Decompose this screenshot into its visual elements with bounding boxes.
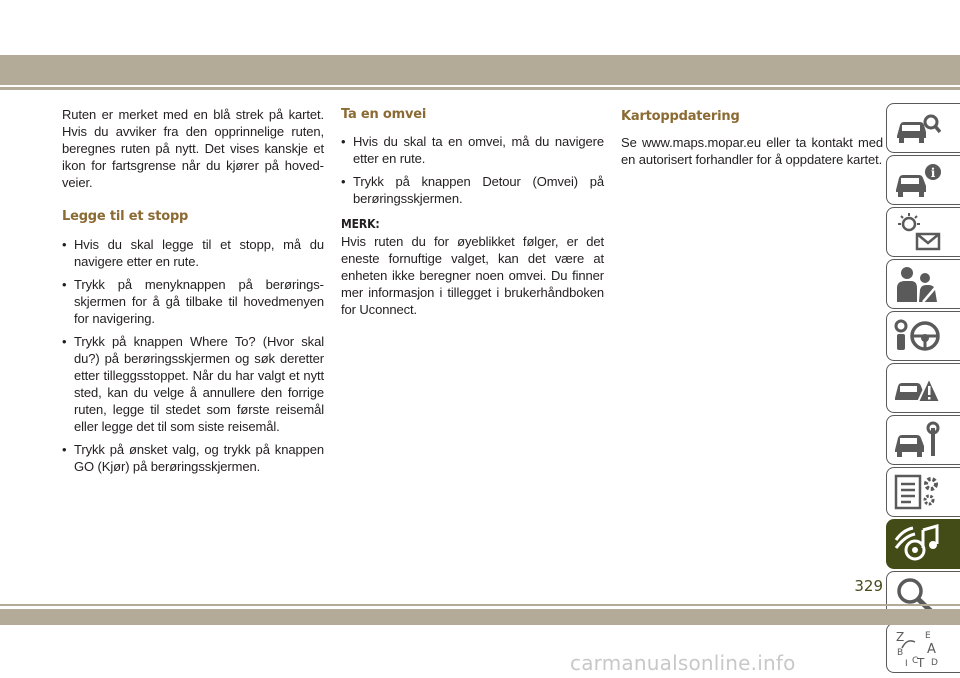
index-letter: I xyxy=(905,659,908,668)
car-wrench-icon xyxy=(893,420,941,460)
car-info-icon xyxy=(893,160,941,200)
list-item: • Hvis du skal legge til et stopp, må du navigere etter en rute. xyxy=(62,236,324,270)
tab-servicing[interactable] xyxy=(886,415,960,465)
add-stop-list xyxy=(62,236,324,475)
index-letter: B xyxy=(897,648,904,658)
tab-car-search[interactable] xyxy=(886,103,960,153)
spec-list-gear-icon xyxy=(893,472,941,512)
heading-map-update: Kartoppdatering xyxy=(621,109,740,124)
list-item: • Trykk på knappen Where To? (Hvor skal du?) på berøringsskjermen og søk deretter etter tilleggsstoppet. Når du har valgt et nytt sted, kan du velge å annullere den forrige ruten, legge til stedet som første reisemål eller legge det til som siste reisemål. xyxy=(62,333,324,435)
person-seatbelt-icon xyxy=(893,264,941,304)
column-right xyxy=(621,106,883,168)
footer-band xyxy=(0,609,960,625)
header-band xyxy=(0,55,960,85)
index-letter: A xyxy=(927,642,936,657)
watermark: carmanualsonline.info xyxy=(570,651,796,675)
tab-warning-lights[interactable] xyxy=(886,207,960,257)
footer-rule xyxy=(0,604,960,606)
car-search-icon xyxy=(893,108,941,148)
tab-alphabetical-index[interactable] xyxy=(886,623,960,673)
intro-paragraph: Ruten er merket med en blå strek på kartet. Hvis du avviker fra den opprinnelige ruten, beregnes ruten på nytt. Det vises kanskje et ikon for fartsgrense når du kjører på hovedveier. xyxy=(62,107,324,190)
multimedia-note-icon xyxy=(893,524,941,564)
list-item: • Trykk på ønsket valg, og trykk på knappen GO (Kjør) på berøringsskjermen. xyxy=(62,441,324,475)
column-middle xyxy=(341,106,604,318)
index-letter: C xyxy=(912,656,919,666)
note-label: MERK: xyxy=(341,217,380,231)
tab-starting-driving[interactable] xyxy=(886,311,960,361)
list-item: • Trykk på knappen Detour (Omvei) på berøringsskjermen. xyxy=(341,173,604,207)
list-item: • Trykk på menyknappen på berøringsskjermen for å gå tilbake til hovedmenyen for navigering. xyxy=(62,276,324,327)
steering-wheel-key-icon xyxy=(893,316,941,356)
tab-car-info[interactable] xyxy=(886,155,960,205)
car-hazard-icon xyxy=(893,368,941,408)
tab-specifications[interactable] xyxy=(886,467,960,517)
tab-multimedia[interactable] xyxy=(886,519,960,569)
index-letter: D xyxy=(931,658,938,668)
map-update-text: Se www.maps.mopar.eu eller ta kontakt med en autorisert forhandler for å oppdatere kartet. xyxy=(621,135,883,167)
header-rule xyxy=(0,87,960,90)
svg-text:i: i xyxy=(930,166,936,180)
heading-add-stop: Legge til et stopp xyxy=(62,209,189,224)
warning-light-mail-icon xyxy=(893,212,941,252)
index-letter: E xyxy=(925,631,931,641)
detour-list xyxy=(341,133,604,207)
index-letter: Z xyxy=(896,630,905,644)
index-letter: T xyxy=(917,656,925,668)
page-number: 329 xyxy=(854,577,883,595)
list-item: • Hvis du skal ta en omvei, må du navigere etter en rute. xyxy=(341,133,604,167)
column-left xyxy=(62,106,324,481)
tab-safety[interactable] xyxy=(886,259,960,309)
tab-emergency[interactable] xyxy=(886,363,960,413)
alphabet-index-icon xyxy=(893,628,941,668)
heading-detour: Ta en omvei xyxy=(341,107,427,122)
note-text: Hvis ruten du for øyeblikket følger, er det eneste fornuftige valget, kan det være at enheten ikke beregner noen omvei. Du finner mer informasjon i tillegget i brukerhåndboken for Uconnect. xyxy=(341,234,604,317)
